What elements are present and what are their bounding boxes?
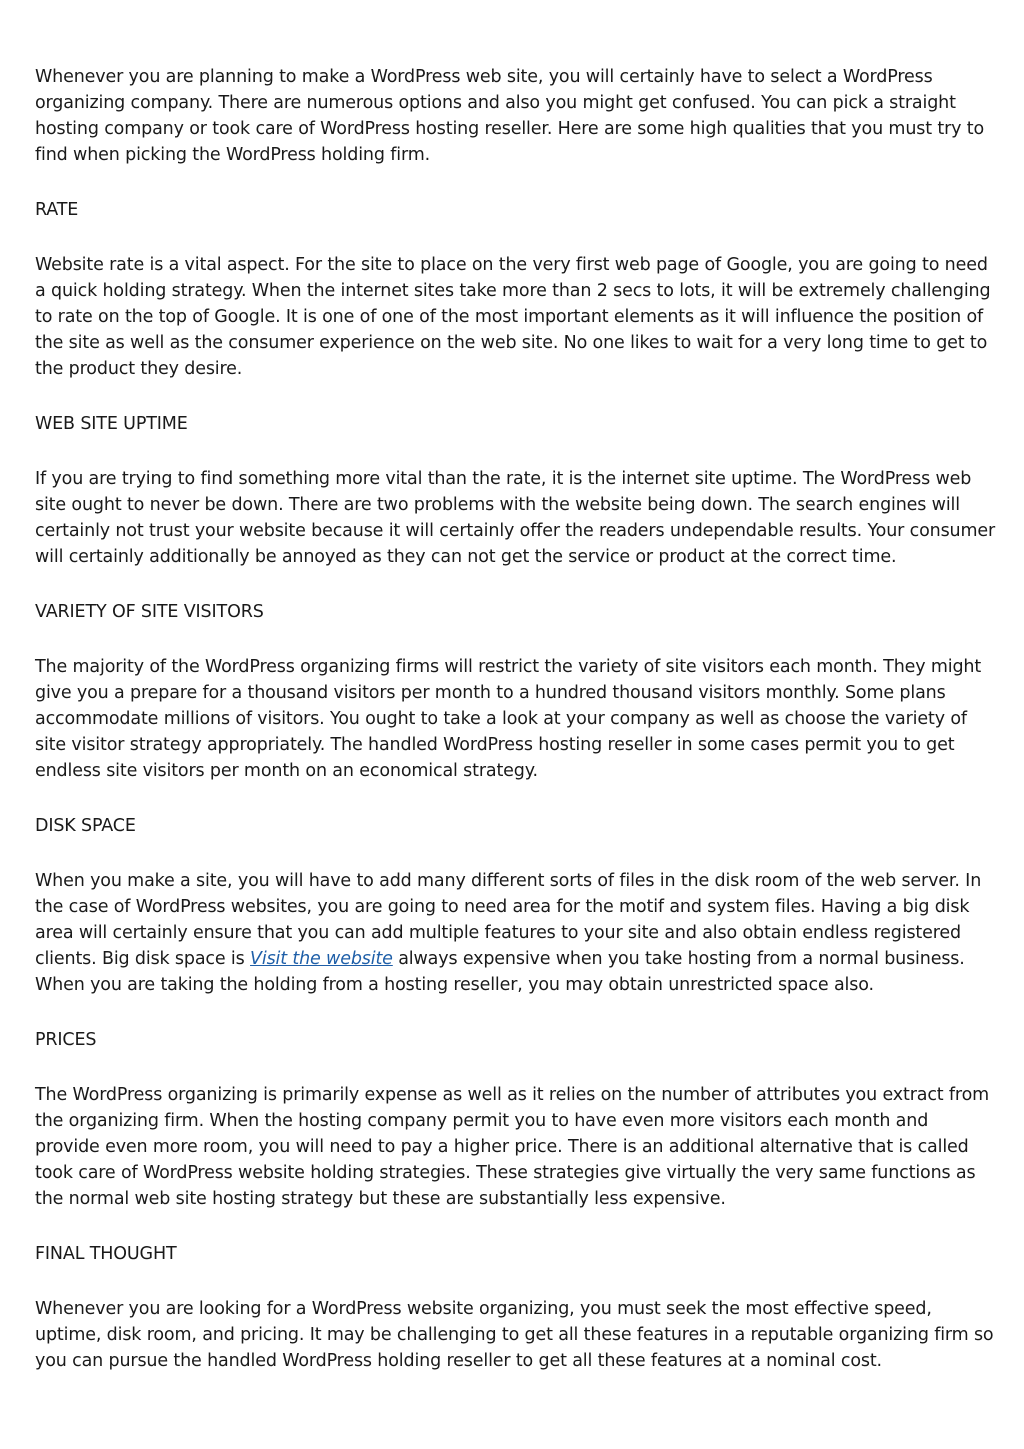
intro-paragraph: Whenever you are planning to make a WordPress web site, you will certainly have to select a WordPress organizing company. There are numerous options and also you might get confused. You can pick a straight hosting company or took care of WordPress hosting reseller. Here are some high qualities that you must try to find when picking the WordPress holding firm.	[35, 67, 984, 165]
section-paragraph-visitors: The majority of the WordPress organizing firms will restrict the variety of site visitors each month. They might give you a prepare for a thousand visitors per month to a hundred thousand visitors monthly. Some plans accommodate millions of visitors. You ought to take a look at your company as well as choose the variety of site visitor strategy appropriately. The handled WordPress hosting reseller in some cases permit you to get endless site visitors per month on an economical strategy.	[35, 657, 982, 781]
section-heading-visitors: VARIETY OF SITE VISITORS	[35, 602, 264, 622]
section-paragraph-prices: The WordPress organizing is primarily expense as well as it relies on the number of attributes you extract from the organizing firm. When the hosting company permit you to have even more visitors each month and provide even more room, you will need to pay a higher price. There is an additional alternative that is called took care of WordPress website holding strategies. These strategies give virtually the very same functions as the normal web site hosting strategy but these are substantially less expensive.	[35, 1085, 990, 1209]
section-heading-rate: RATE	[35, 200, 79, 220]
section-paragraph-disk-space	[35, 868, 997, 998]
section-paragraph-uptime: If you are trying to find something more vital than the rate, it is the internet site uptime. The WordPress web site ought to never be down. There are two problems with the website being down. The search engines will certainly not trust your website because it will certainly offer the readers undependable results. Your consumer will certainly additionally be annoyed as they can not get the service or product at the correct time.	[35, 469, 996, 567]
section-heading-final-thought: FINAL THOUGHT	[35, 1244, 177, 1264]
section-heading-uptime: WEB SITE UPTIME	[35, 414, 188, 434]
visit-website-link[interactable]: Visit the website	[250, 949, 393, 969]
disk-space-text-before: When you make a site, you will have to add many different sorts of files in the disk room of the web server. In the case of WordPress websites, you are going to need area for the motif and system files. Having a big disk area will certainly ensure that you can add multiple features to your site and also obtain endless registered clients. Big disk space is	[35, 871, 982, 969]
section-paragraph-final-thought: Whenever you are looking for a WordPress website organizing, you must seek the most effective speed, uptime, disk room, and pricing. It may be challenging to get all these features in a reputable organizing firm so you can pursue the handled WordPress holding reseller to get all these features at a nominal cost.	[35, 1299, 994, 1371]
document-body	[35, 64, 997, 1403]
disk-space-text-after: always expensive when you take hosting from a normal business. When you are taking the holding from a hosting reseller, you may obtain unrestricted space also.	[35, 949, 965, 995]
section-paragraph-rate: Website rate is a vital aspect. For the site to place on the very first web page of Google, you are going to need a quick holding strategy. When the internet sites take more than 2 secs to lots, it will be extremely challenging to rate on the top of Google. It is one of one of the most important elements as it will influence the position of the site as well as the consumer experience on the web site. No one likes to wait for a very long time to get to the product they desire.	[35, 255, 991, 379]
section-heading-disk-space: DISK SPACE	[35, 816, 136, 836]
section-heading-prices: PRICES	[35, 1030, 97, 1050]
